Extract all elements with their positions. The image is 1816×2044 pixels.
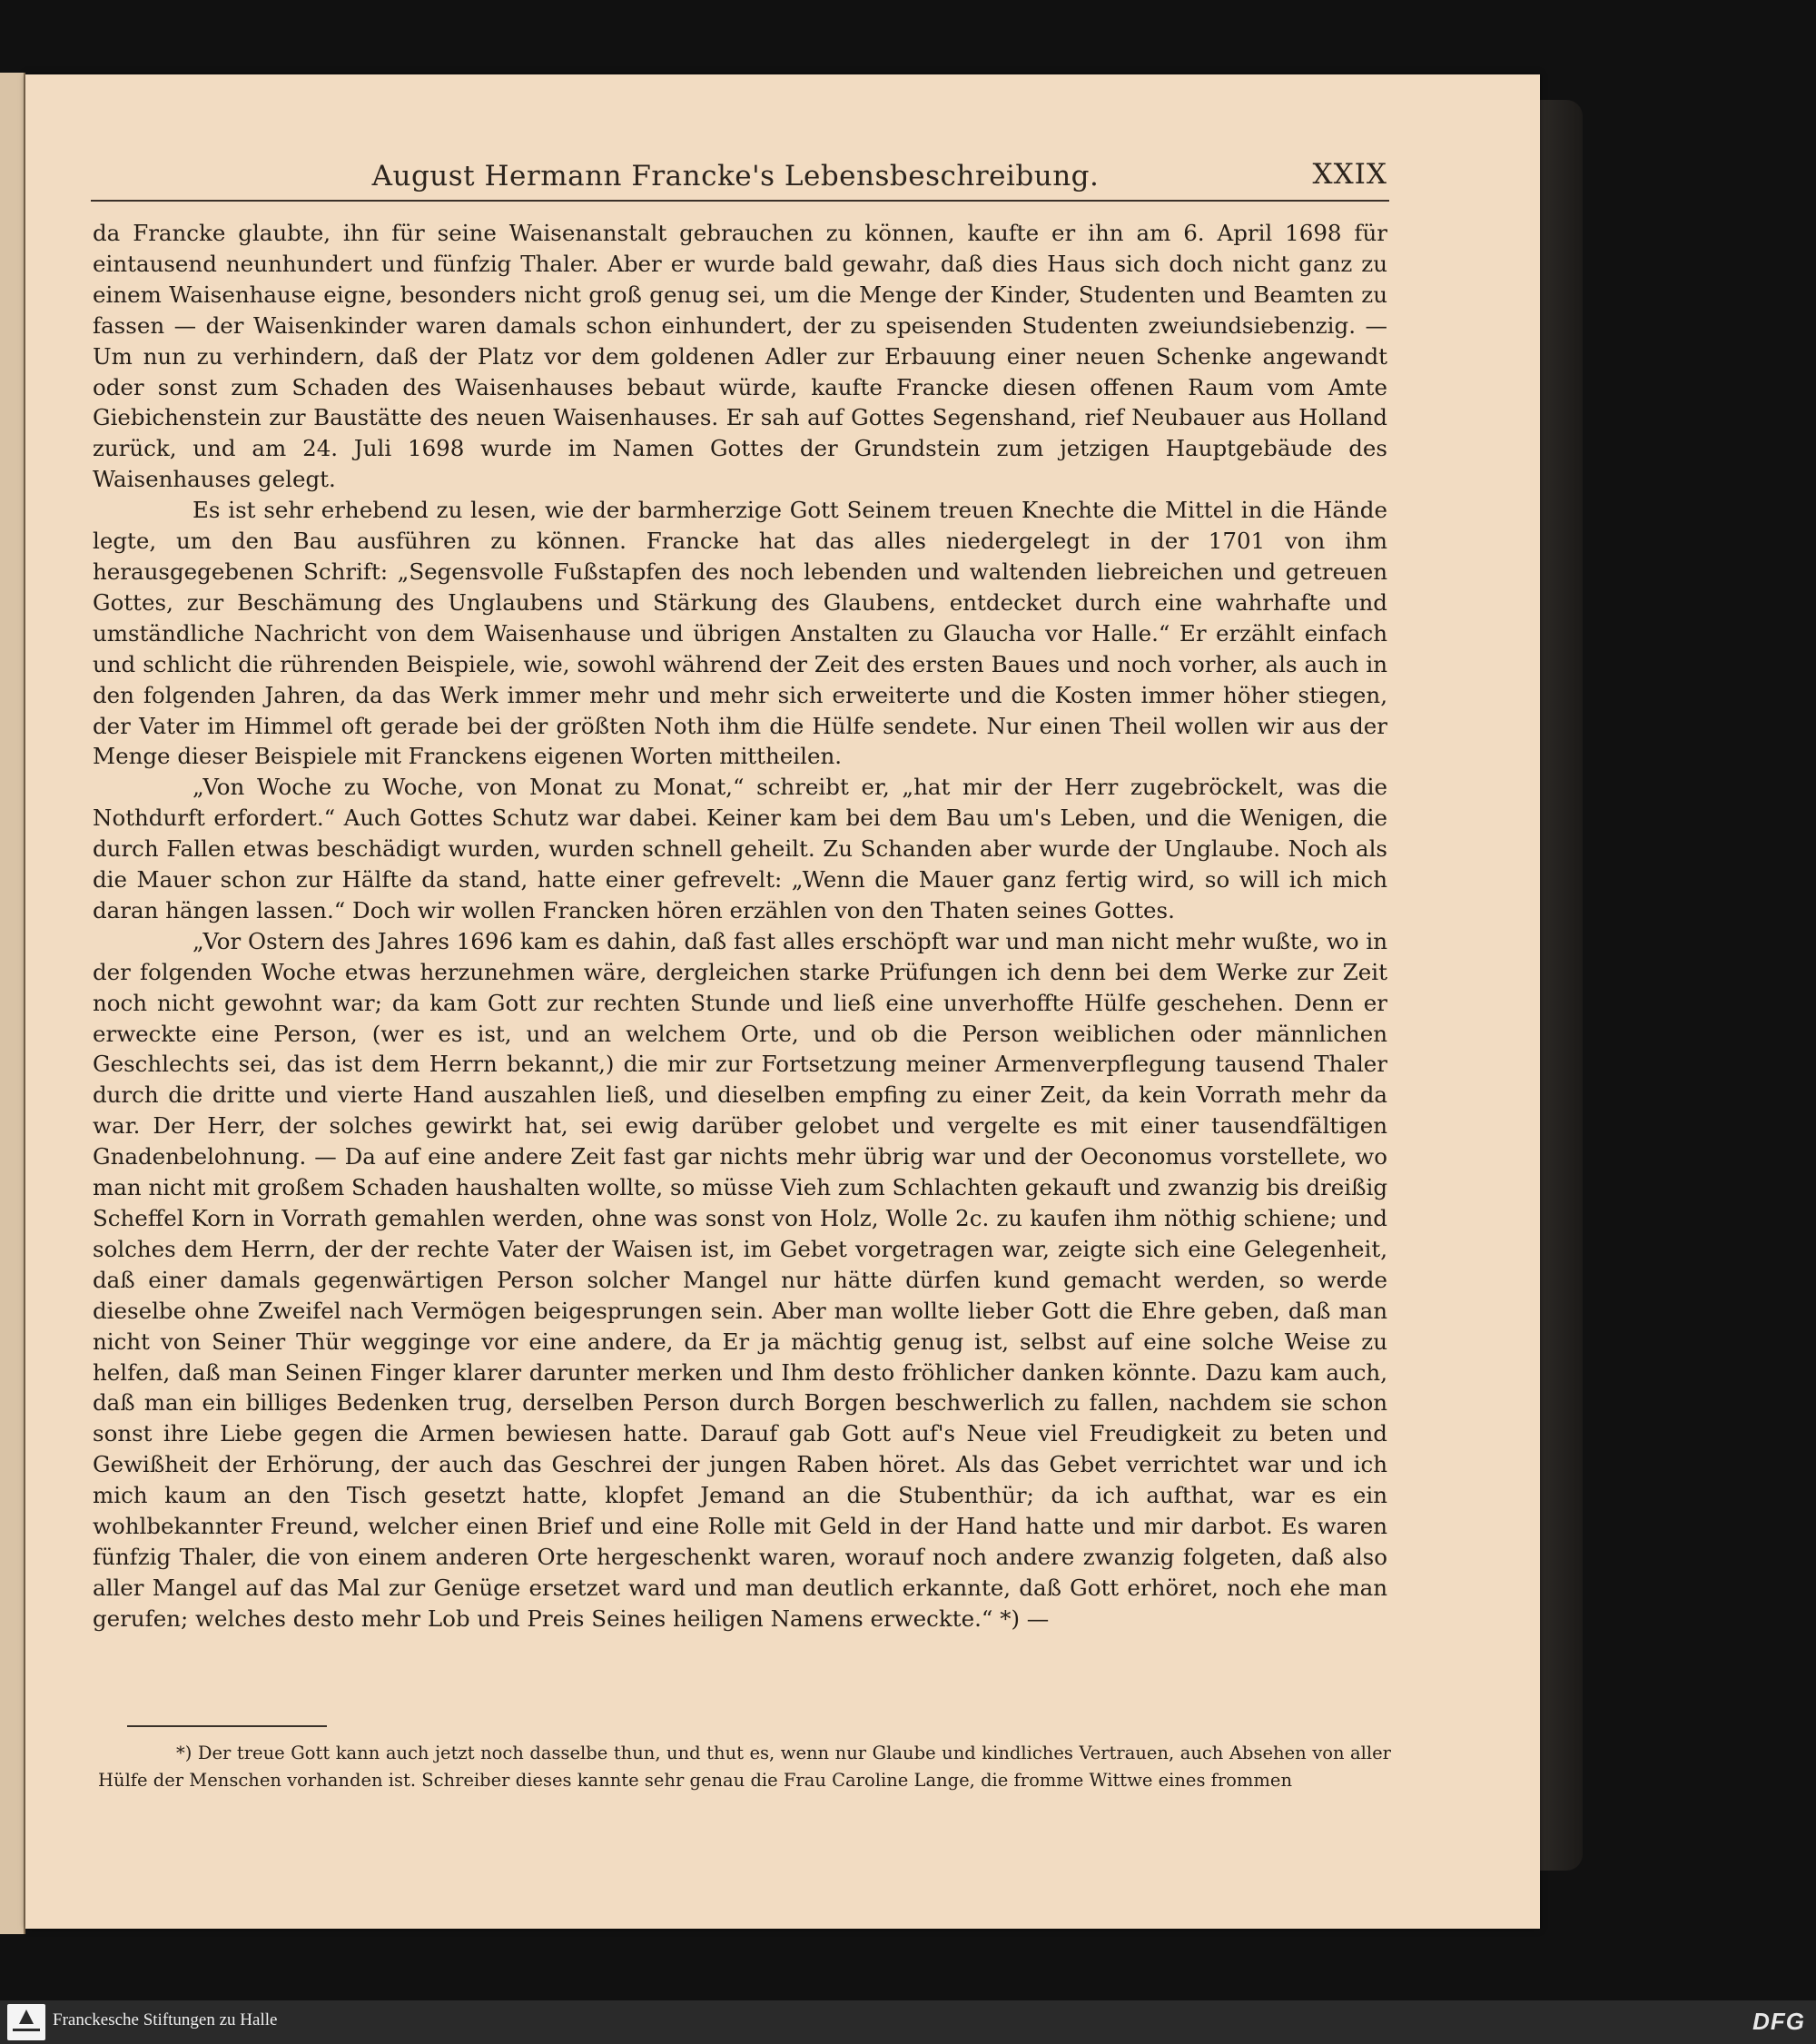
institution-label[interactable]: Franckesche Stiftungen zu Halle [53,2010,278,2029]
viewer-footer-bar [0,2000,1816,2044]
body-text [93,218,1387,1634]
paragraph: „Von Woche zu Woche, von Monat zu Monat,“ schreibt er, „hat mir der Herr zugebröckelt, was die Nothdurft erfordert.“ Auch Gottes Schutz war dabei. Keiner kam bei dem Bau um's Leben, und die Wenigen, die durch Fallen etwas beschädigt wurden, wurden schnell geheilt. Zu Schanden aber wurde der Unglaube. Noch als die Mauer schon zur Hälfte da stand, hatte einer gefrevelt: „Wenn die Mauer ganz fertig wird, so will ich mich daran hängen lassen.“ Doch wir wollen Francken hören erzählen von den Thaten seines Gottes. [93,774,1387,923]
footnote-text: *) Der treue Gott kann auch jetzt noch dasselbe thun, und thut es, wenn nur Glaube und kindliches Vertrauen, auch Absehen von aller Hülfe der Menschen vorhanden ist. Schreiber dieses kannte sehr genau die Frau Caroline Lange, die fromme Wittwe eines frommen [98,1743,1391,1791]
running-head [91,158,1389,202]
footnote-rule [127,1725,327,1727]
book-page [25,74,1540,1929]
running-title: August Hermann Francke's Lebensbeschreibung. [371,160,1100,193]
dfg-logo: DFG [1752,2008,1805,2035]
page-number: XXIX [1312,158,1387,191]
left-page-edge [0,73,25,1934]
institution-logo-icon [7,2004,45,2040]
paragraph: da Francke glaubte, ihn für seine Waisenanstalt gebrauchen zu können, kaufte er ihn am 6. April 1698 für eintausend neunhundert und fünfzig Thaler. Aber er wurde bald gewahr, daß dies Haus sich doch nicht ganz zu einem Waisenhause eigne, besonders nicht groß genug sei, um die Menge der Kinder, Studenten und Beamten zu fassen — der Waisenkinder waren damals schon einhundert, der zu speisenden Studenten zweiundsiebenzig. — Um nun zu verhindern, daß der Platz vor dem goldenen Adler zur Erbauung einer neuen Schenke angewandt oder sonst zum Schaden des Waisenhauses bebaut würde, kaufte Francke diesen offenen Raum vom Amte Giebichenstein zur Baustätte des neuen Waisenhauses. Er sah auf Gottes Segenshand, rief Neubauer aus Holland zurück, und am 24. Juli 1698 wurde im Namen Gottes der Grundstein zum jetzigen Hauptgebäude des Waisenhauses gelegt. [93,220,1387,493]
paragraph: „Vor Ostern des Jahres 1696 kam es dahin, daß fast alles erschöpft war und man nicht mehr wußte, wo in der folgenden Woche etwas herzunehmen wäre, dergleichen starke Prüfungen ich denn bei dem Werke zur Zeit noch nicht gewohnt war; da kam Gott zur rechten Stunde und ließ eine unverhoffte Hülfe geschehen. Denn er erweckte eine Person, (wer es ist, und an welchem Orte, und ob die Person weiblichen oder männlichen Geschlechts sei, das ist dem Herrn bekannt,) die mir zur Fortsetzung meiner Armenverpflegung tausend Thaler durch die dritte und vierte Hand auszahlen ließ, und dieselben empfing zu einer Zeit, da kein Vorrath mehr da war. Der Herr, der solches gewirkt hat, sei ewig darüber gelobet und vergelte es mit einer tausendfältigen Gnadenbelohnung. — Da auf eine andere Zeit fast gar nichts mehr übrig war und der Oeconomus vorstellete, wo man nicht mit großem Schaden haushalten wollte, so müsse Vieh zum Schlachten gekauft und zwanzig bis dreißig Scheffel Korn in Vorrath gemahlen werden, ohne was sonst von Holz, Wolle 2c. zu kaufen ihm nöthig schiene; und solches dem Herrn, der der rechte Vater der Waisen ist, im Gebet vorgetragen war, zeigte sich eine Gelegenheit, daß einer damals gegenwärtigen Person solcher Mangel nur hätte dürfen kund gemacht werden, so werde dieselbe ohne Zweifel nach Vermögen beigesprungen sein. Aber man wollte lieber Gott die Ehre geben, daß man nicht von Seiner Thür wegginge vor eine andere, da Er ja mächtig genug ist, selbst auf eine solche Weise zu helfen, daß man Seinen Finger klarer darunter merken und Ihm desto fröhlicher danken könnte. Dazu kam auch, daß man ein billiges Bedenken trug, derselben Person durch Borgen beschwerlich zu fallen, nachdem sie schon sonst ihre Liebe gegen die Armen bewiesen hatte. Darauf gab Gott auf's Neue viel Freudigkeit zu beten und Gewißheit der Erhörung, der auch das Geschrei der jungen Raben höret. Als das Gebet verrichtet war und ich mich kaum an den Tisch gesetzt hatte, klopfet Jemand an die Stubenthür; da ich aufthat, war es ein wohlbekannter Freund, welcher einen Brief und eine Rolle mit Geld in der Hand hatte und mir darbot. Es waren fünfzig Thaler, die von einem anderen Orte hergeschenkt waren, worauf noch andere zwanzig folgeten, daß also aller Mangel auf das Mal zur Genüge ersetzet ward und man deutlich erkannte, daß Gott erhöret, noch ehe man gerufen; welches desto mehr Lob und Preis Seines heiligen Namens erweckte.“ *) — [93,927,1387,1632]
footnote [98,1740,1391,1794]
paragraph: Es ist sehr erhebend zu lesen, wie der barmherzige Gott Seinem treuen Knechte die Mittel in die Hände legte, um den Bau ausführen zu können. Francke hat das alles niedergelegt in der 1701 von ihm herausgegebenen Schrift: „Segensvolle Fußstapfen des noch lebenden und waltenden liebreichen und getreuen Gottes, zur Beschämung des Unglaubens und Stärkung des Glaubens, entdecket durch eine wahrhafte und umständliche Nachricht von dem Waisenhause und übrigen Anstalten zu Glaucha vor Halle.“ Er erzählt einfach und schlicht die rührenden Beispiele, wie, sowohl während der Zeit des ersten Baues und noch vorher, als auch in den folgenden Jahren, da das Werk immer mehr und mehr sich erweiterte und die Kosten immer höher stiegen, der Vater im Himmel oft gerade bei der größten Noth ihm die Hülfe sendete. Nur einen Theil wollen wir aus der Menge dieser Beispiele mit Franckens eigenen Worten mittheilen. [93,497,1387,770]
